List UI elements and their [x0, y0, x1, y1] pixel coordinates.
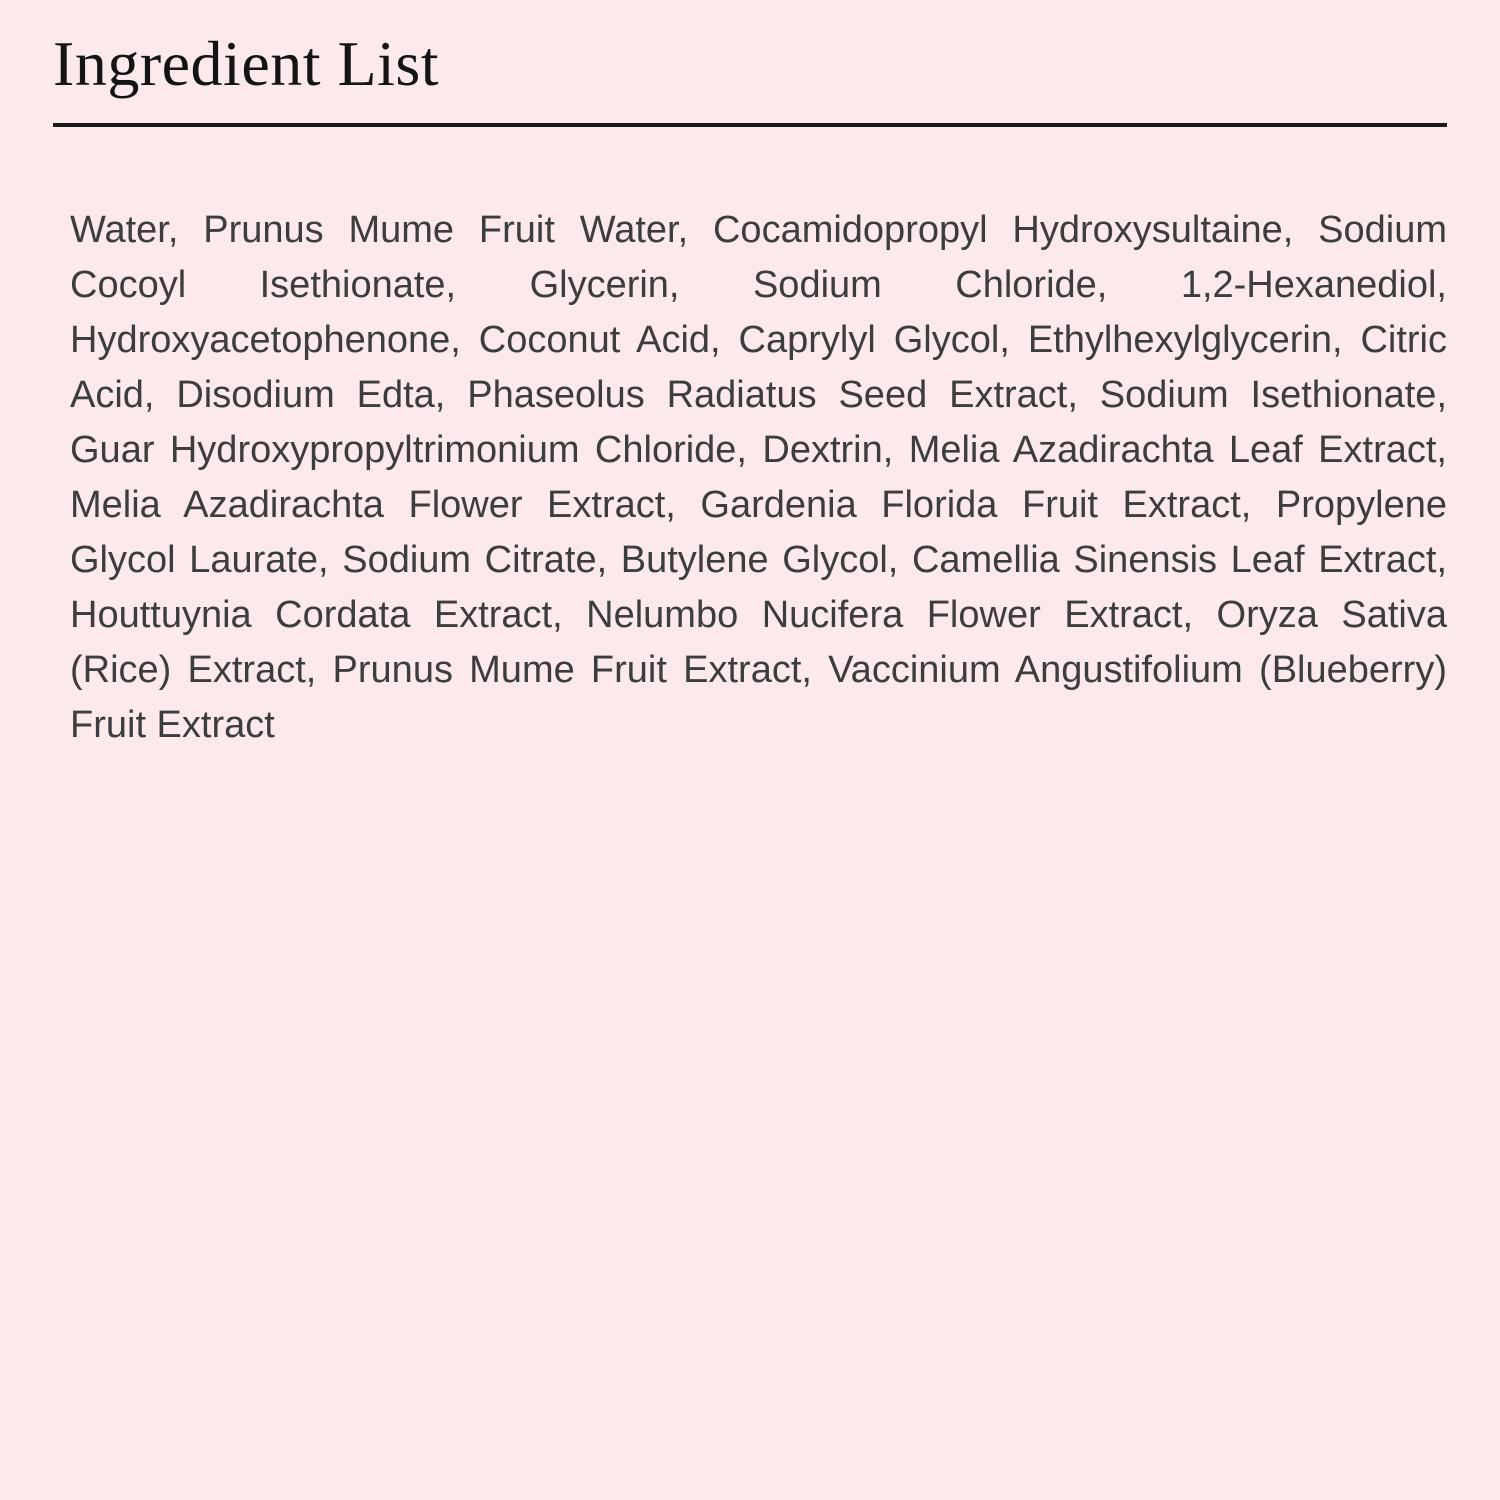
ingredient-list-text: Water, Prunus Mume Fruit Water, Cocamidopropyl Hydroxysultaine, Sodium Cocoyl Isethionate, Glycerin, Sodium Chloride, 1,2-Hexanediol, Hydroxyacetophenone, Coconut Acid, Caprylyl Glycol, Ethylhexylglycerin, Citric Acid, Disodium Edta, Phaseolus Radiatus Seed Extract, Sodium Isethionate, Guar Hydroxypropyltrimonium Chloride, Dextrin, Melia Azadirachta Leaf Extract, Melia Azadirachta Flower Extract, Gardenia Florida Fruit Extract, Propylene Glycol Laurate, Sodium Citrate, Butylene Glycol, Camellia Sinensis Leaf Extract, Houttuynia Cordata Extract, Nelumbo Nucifera Flower Extract, Oryza Sativa (Rice) Extract, Prunus Mume Fruit Extract, Vaccinium Angustifolium (Blueberry) Fruit Extract	[70, 209, 1447, 747]
page-header	[0, 0, 1500, 97]
page-title: Ingredient List	[53, 28, 440, 99]
